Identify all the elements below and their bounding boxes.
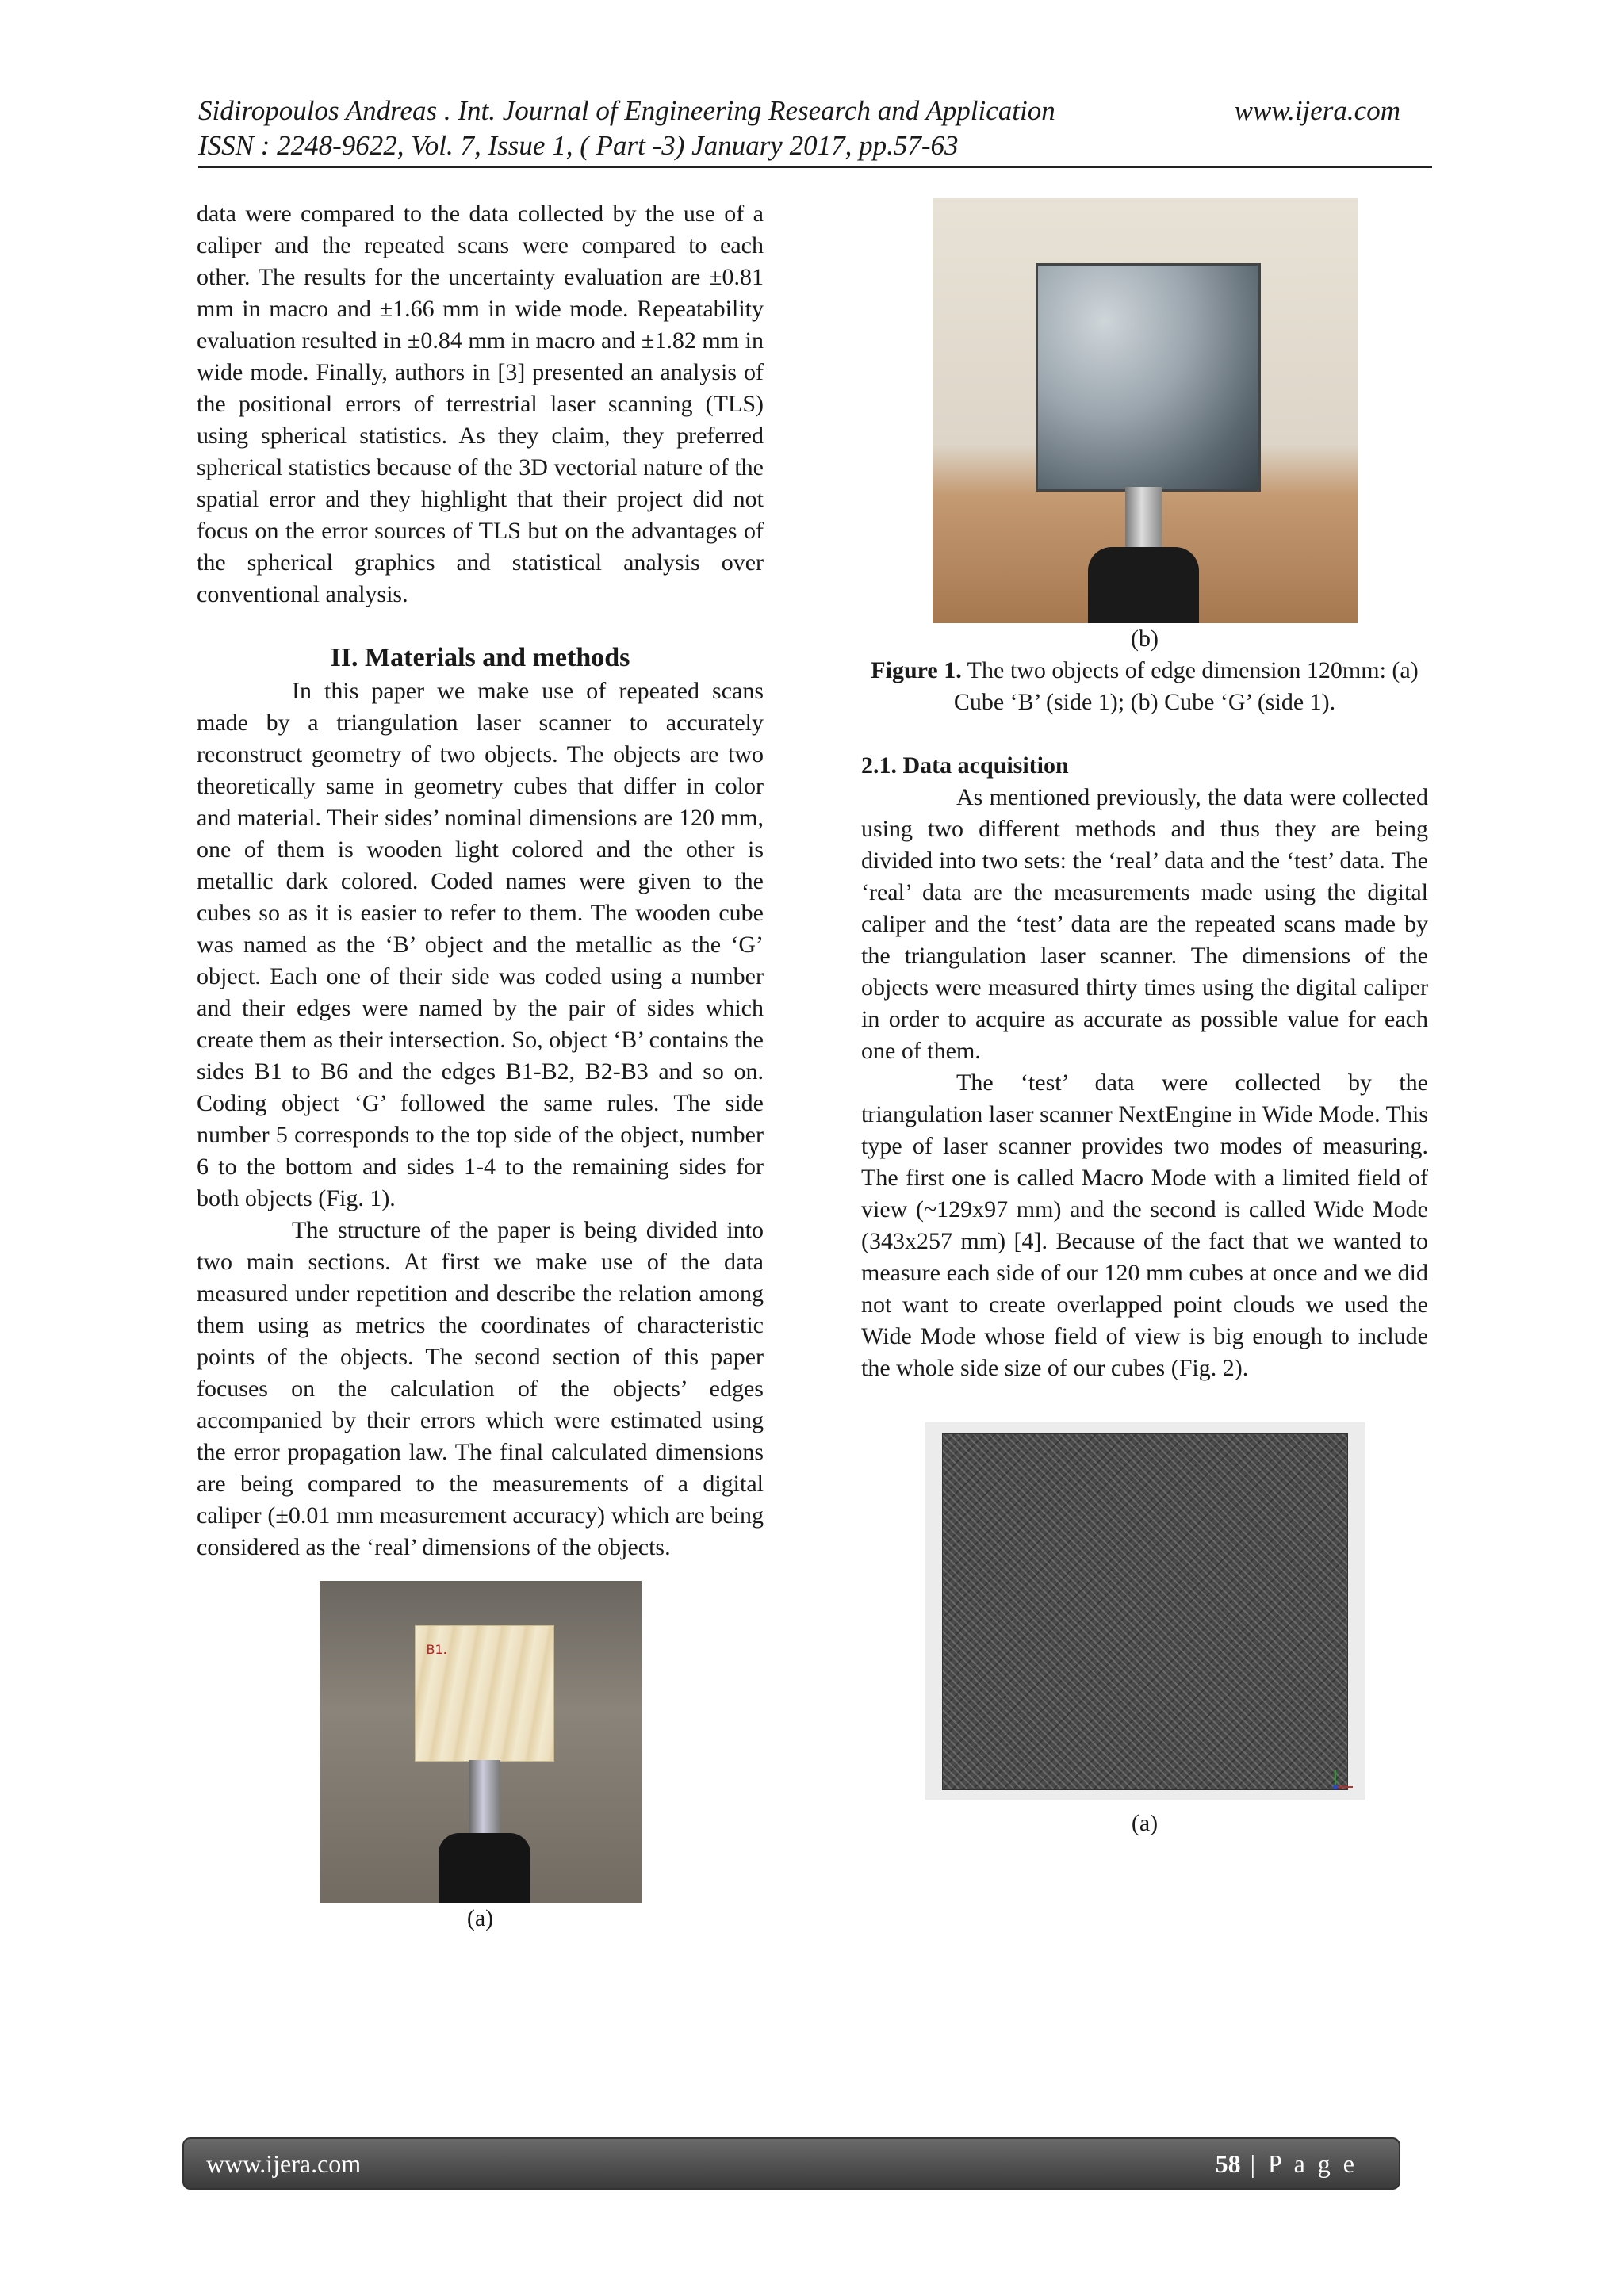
page-footer: [182, 2137, 1400, 2190]
wooden-cube: [415, 1625, 554, 1762]
figure-1a-label: (a): [466, 1905, 494, 1931]
running-header: [198, 94, 1432, 163]
header-journal: Sidiropoulos Andreas . Int. Journal of Engineering Research and Application: [198, 95, 1055, 126]
header-website[interactable]: www.ijera.com: [1234, 95, 1400, 126]
figure-1b-label: (b): [1131, 626, 1159, 652]
figure-1-caption-lead: Figure 1.: [871, 657, 962, 683]
header-rule: [198, 166, 1432, 168]
footer-website[interactable]: www.ijera.com: [206, 2149, 362, 2178]
header-line-1: [198, 94, 1432, 128]
figure-1b-photo-metallic-cube: [933, 198, 1358, 623]
point-cloud-scan: [942, 1433, 1348, 1790]
right-column: [861, 198, 1428, 1839]
axes-icon: [1329, 1765, 1358, 1793]
figure-1a-photo-wooden-cube: [320, 1581, 642, 1903]
body-paragraph: As mentioned previously, the data were collected using two different methods and thus they are being divided into two sets: the ‘real’ data and the ‘test’ data. The ‘real’ data are the measurements made using the digital caliper and the ‘test’ data are the repeated scans made by the triangulation laser scanner. The dimensions of the objects were measured thirty times using the digital caliper in order to acquire as accurate as possible value for each one of them.: [861, 784, 1428, 1064]
body-paragraph: data were compared to the data collected by the use of a caliper and the repeated scans were compared to each other. The results for the uncertainty evaluation are ±0.81 mm in macro and ±1.66 mm in wide mode. Repeatability evaluation resulted in ±0.84 mm in macro and ±1.82 mm in wide mode. Finally, authors in [3] presented an analysis of the positional errors of terrestrial laser scanning (TLS) using spherical statistics. As they claim, they preferred spherical statistics because of the 3D vectorial nature of the spatial error and they highlight that their project did not focus on the error sources of TLS but on the advantages of the spherical graphics and statistical analysis over conventional analysis.: [197, 201, 764, 607]
figure-1-caption-text: The two objects of edge dimension 120mm: (a) Cube ‘B’ (side 1); (b) Cube ‘G’ (side 1).: [953, 657, 1419, 715]
body-paragraph: The ‘test’ data were collected by the triangulation laser scanner NextEngine in Wide Mode. This type of laser scanner provides two modes of measuring. The first one is called Macro Mode with a limited field of view (~129x97 mm) and the second is called Wide Mode (343x257 mm) [4]. Because of the fact that we wanted to measure each side of our 120 mm cubes at once and we did not want to create overlapped point clouds we used the Wide Mode whose field of view is big enough to include the whole side size of our cubes (Fig. 2).: [861, 1070, 1428, 1381]
body-paragraph: The structure of the paper is being divided into two main sections. At first we make use of the data measured under repetition and describe the relation among them using as metrics the coordinates of characteristic points of the objects. The second section of this paper focuses on the calculation of the objects’ edges accompanied by their errors which were estimated using the error propagation law. The final calculated dimensions are being compared to the measurements of a digital caliper (±0.01 mm measurement accuracy) which are being considered as the ‘real’ dimensions of the objects.: [197, 1217, 764, 1560]
cube-side-mark: B1.: [426, 1642, 447, 1657]
mount-base: [1088, 547, 1199, 623]
footer-page-number: [1216, 2139, 1358, 2188]
body-paragraph: In this paper we make use of repeated scans made by a triangulation laser scanner to accurately reconstruct geometry of two objects. The objects are two theoretically same in geometry cubes that differ in color and material. Their sides’ nominal dimensions are 120 mm, one of them is wooden light colored and the other is metallic dark colored. Coded names were given to the cubes so as it is easier to refer to them. The wooden cube was named as the ‘B’ object and the metallic as the ‘G’ object. Each one of their side was coded using a number and their edges were named by the pair of sides which create them as their intersection. So, object ‘B’ contains the sides B1 to B6 and the edges B1-B2, B2-B3 and so on. Coding object ‘G’ followed the same rules. The side number 5 corresponds to the top side of the object, number 6 to the bottom and sides 1-4 to the remaining sides for both objects (Fig. 1).: [197, 678, 764, 1211]
section-title: II. Materials and methods: [330, 643, 630, 672]
metallic-cube: [1036, 263, 1261, 492]
header-issn: ISSN : 2248-9622, Vol. 7, Issue 1, ( Part -3) January 2017, pp.57-63: [198, 130, 959, 161]
page-word: | P a g e: [1240, 2149, 1358, 2178]
subsection-title: 2.1. Data acquisition: [861, 752, 1069, 779]
mount-base: [439, 1833, 530, 1903]
figure-1-caption: [861, 655, 1428, 718]
figure-2a-label: (a): [1131, 1810, 1159, 1836]
left-column: [197, 198, 764, 1934]
page-number: 58: [1215, 2149, 1241, 2178]
figure-2a-point-cloud: [925, 1422, 1365, 1800]
